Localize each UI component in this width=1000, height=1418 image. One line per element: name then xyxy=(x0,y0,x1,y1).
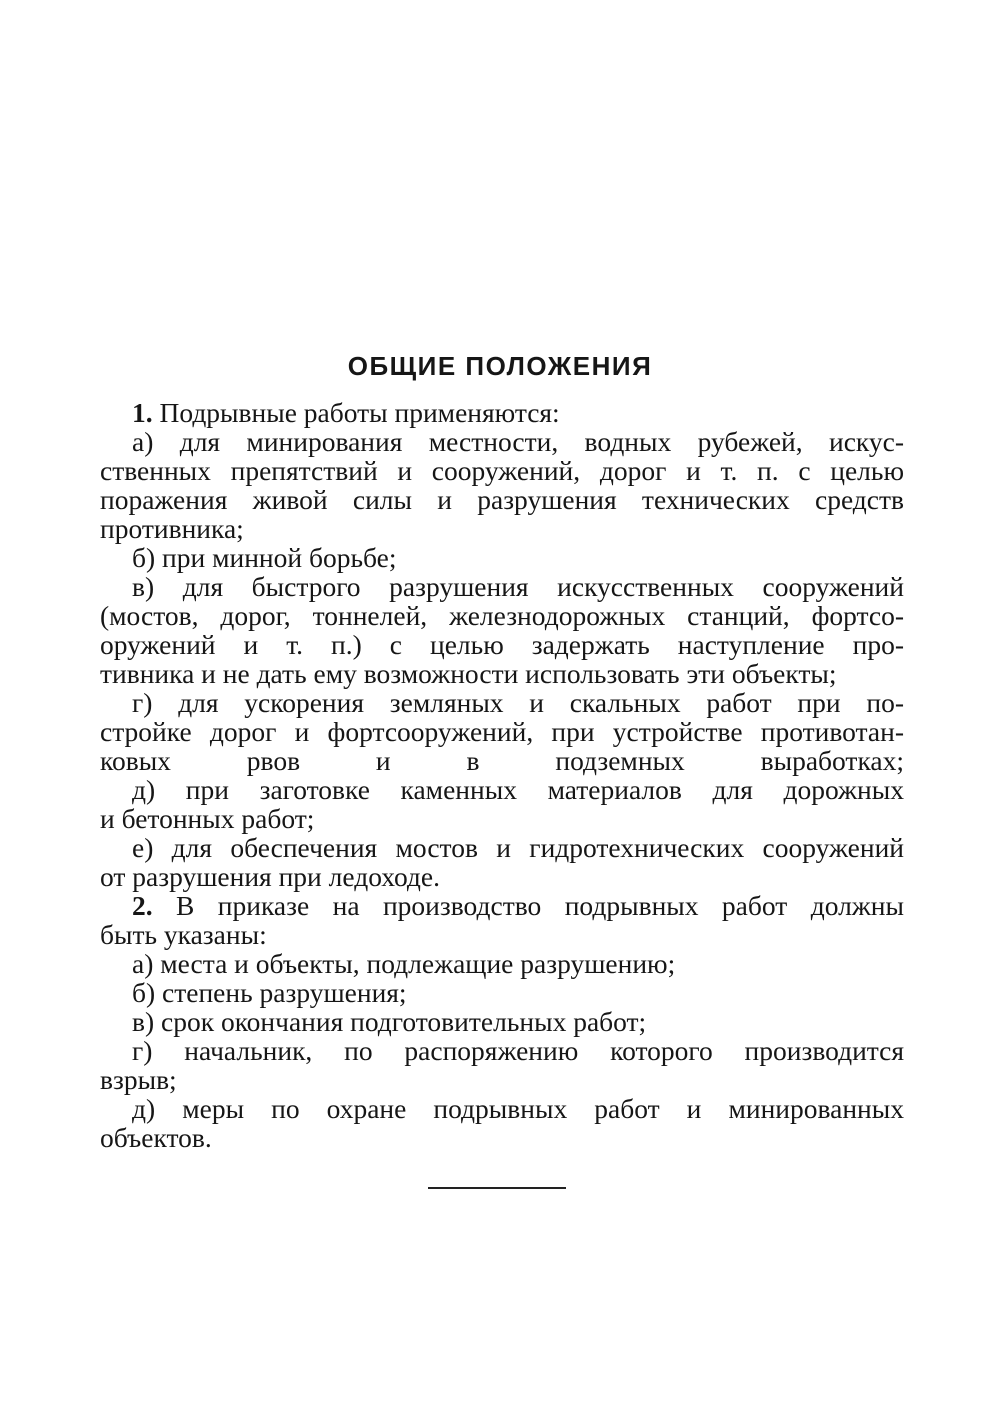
line-text: поражения живой силы и разрушения технических средств xyxy=(100,484,904,515)
section-body xyxy=(100,398,904,1152)
line-text: г) для ускорения земляных и скальных работ при по- xyxy=(132,687,904,718)
line-text: быть указаны: xyxy=(100,919,267,950)
line-text: В приказе на производство подрывных работ должны xyxy=(176,890,905,921)
text-line xyxy=(100,1065,904,1094)
line-text: ственных препятствий и сооружений, дорог и т. п. с целью xyxy=(100,455,904,486)
text-line xyxy=(100,833,904,862)
end-rule xyxy=(428,1187,566,1189)
line-text: в) срок окончания подготовительных работ; xyxy=(132,1006,647,1037)
text-line xyxy=(100,485,904,514)
text-line xyxy=(100,746,904,775)
line-text: Подрывные работы применяются: xyxy=(159,397,560,428)
line-text: оружений и т. п.) с целью задержать наступление про- xyxy=(100,629,904,660)
line-text: (мостов, дорог, тоннелей, железнодорожных станций, фортсо- xyxy=(100,600,904,631)
line-text: ковых рвов и в подземных выработках; xyxy=(100,745,904,776)
line-text: взрыв; xyxy=(100,1064,177,1095)
line-text: от разрушения при ледоходе. xyxy=(100,861,440,892)
text-line xyxy=(100,456,904,485)
text-line xyxy=(100,1094,904,1123)
paragraph-number: 2. xyxy=(132,890,153,921)
line-text: и бетонных работ; xyxy=(100,803,315,834)
paragraph-number: 1. xyxy=(132,397,153,428)
text-line xyxy=(100,717,904,746)
text-line xyxy=(100,1007,904,1036)
text-line xyxy=(100,775,904,804)
text-line xyxy=(100,398,904,427)
text-line xyxy=(100,659,904,688)
section-title: ОБЩИЕ ПОЛОЖЕНИЯ xyxy=(347,351,653,381)
text-line xyxy=(100,862,904,891)
line-text: б) степень разрушения; xyxy=(132,977,407,1008)
text-line xyxy=(100,630,904,659)
line-text: а) для минирования местности, водных рубежей, искус- xyxy=(132,426,904,457)
text-line xyxy=(100,1036,904,1065)
text-line xyxy=(100,891,904,920)
line-text: в) для быстрого разрушения искусственных сооружений xyxy=(132,571,904,602)
text-line xyxy=(100,949,904,978)
line-text: д) при заготовке каменных материалов для дорожных xyxy=(132,774,904,805)
text-line xyxy=(100,572,904,601)
text-line xyxy=(100,427,904,456)
line-text: д) меры по охране подрывных работ и минированных xyxy=(132,1093,904,1124)
text-line xyxy=(100,543,904,572)
text-line xyxy=(100,1123,904,1152)
text-line xyxy=(100,978,904,1007)
line-text: объектов. xyxy=(100,1122,212,1153)
text-line xyxy=(100,601,904,630)
line-text: стройке дорог и фортсооружений, при устройстве противотан- xyxy=(100,716,904,747)
text-line xyxy=(100,804,904,833)
line-text: б) при минной борьбе; xyxy=(132,542,397,573)
line-text: тивника и не дать ему возможности использовать эти объекты; xyxy=(100,658,837,689)
text-line xyxy=(100,688,904,717)
line-text: г) начальник, по распоряжению которого производится xyxy=(132,1035,904,1066)
line-text: противника; xyxy=(100,513,244,544)
text-line xyxy=(100,514,904,543)
line-text: е) для обеспечения мостов и гидротехнических сооружений xyxy=(132,832,904,863)
line-text: а) места и объекты, подлежащие разрушению; xyxy=(132,948,676,979)
text-line xyxy=(100,920,904,949)
